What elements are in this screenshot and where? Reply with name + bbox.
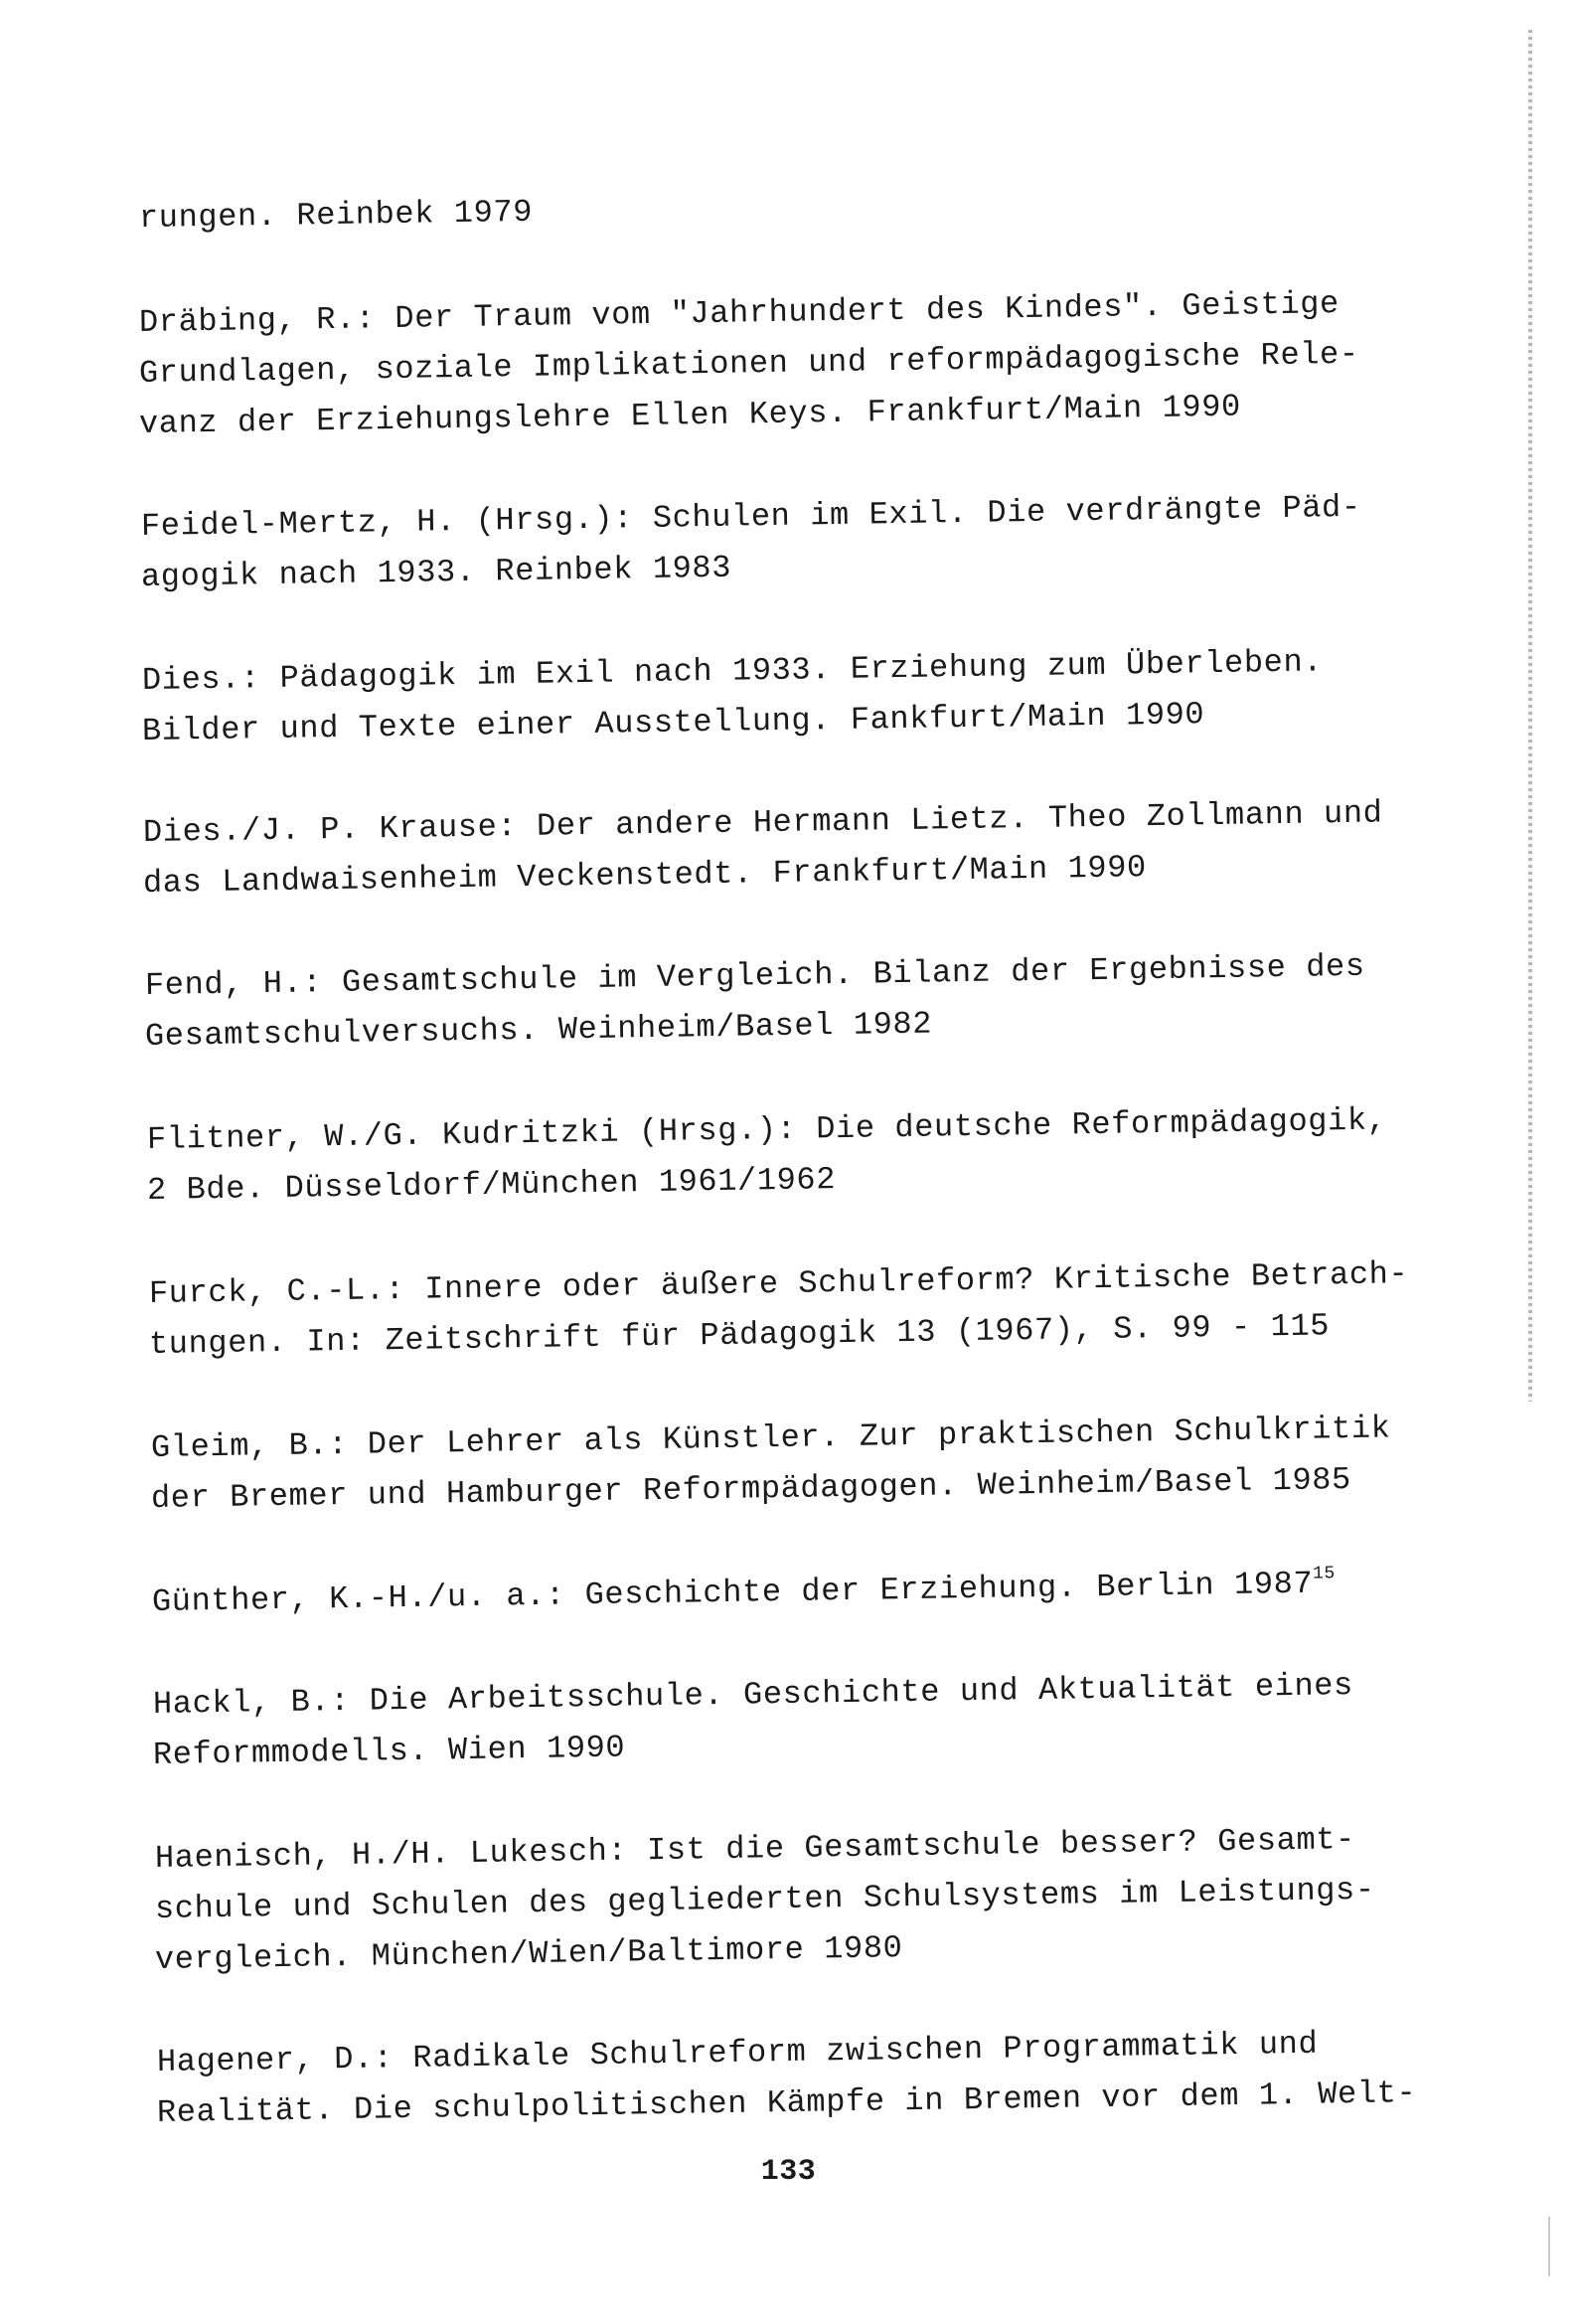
bibliography-line: Bilder und Texte einer Ausstellung. Fankfurt/Main 1990: [141, 696, 1205, 749]
edition-superscript: 15: [1312, 1564, 1337, 1584]
bibliography-line: vanz der Erziehungslehre Ellen Keys. Frankfurt/Main 1990: [138, 388, 1242, 442]
scan-edge-noise: [1528, 30, 1532, 1402]
bibliography-line: schule und Schulen des gegliederten Schulsystems im Leistungs-: [154, 1871, 1375, 1927]
scan-edge-noise-bottom: [1548, 2217, 1550, 2276]
bibliography-line: Haenisch, H./H. Lukesch: Ist die Gesamtschule besser? Gesamt-: [154, 1821, 1356, 1877]
bibliography-line: Dies.: Pädagogik im Exil nach 1933. Erziehung zum Überleben.: [141, 643, 1324, 699]
bibliography-line: Furck, C.-L.: Innere oder äußere Schulreform? Kritische Betrach-: [148, 1255, 1409, 1312]
page-number: 133: [760, 2155, 817, 2189]
bibliography-line: Flitner, W./G. Kudritzki (Hrsg.): Die deutsche Reformpädagogik,: [146, 1101, 1387, 1158]
bibliography-line: tungen. In: Zeitschrift für Pädagogik 13 (1967), S. 99 - 115: [148, 1307, 1331, 1363]
bibliography-line: Dies./J. P. Krause: Der andere Hermann Lietz. Theo Zollmann und: [142, 794, 1383, 851]
bibliography-line: Realität. Die schulpolitischen Kämpfe in Bremen vor dem 1. Welt-: [156, 2075, 1417, 2131]
bibliography-line: 2 Bde. Düsseldorf/München 1961/1962: [146, 1161, 837, 1209]
bibliography-line: Hagener, D.: Radikale Schulreform zwischen Programmatik und: [156, 2025, 1319, 2080]
bibliography-line: agogik nach 1933. Reinbek 1983: [140, 549, 732, 595]
bibliography-line: das Landwaisenheim Veckenstedt. Frankfurt/Main 1990: [142, 849, 1148, 902]
bibliography-line: Feidel-Mertz, H. (Hrsg.): Schulen im Exil. Die verdrängte Päd-: [140, 488, 1361, 545]
bibliography-text: Günther, K.-H./u. a.: Geschichte der Erziehung. Berlin 1987: [151, 1565, 1314, 1620]
bibliography-line: Grundlagen, soziale Implikationen und reformpädagogische Rele-: [138, 335, 1359, 392]
bibliography-line: Reformmodells. Wien 1990: [152, 1729, 626, 1773]
bibliography-line: Hackl, B.: Die Arbeitsschule. Geschichte und Aktualität eines: [152, 1667, 1354, 1723]
bibliography-line: [152, 1564, 1337, 1622]
bibliography-line: Fend, H.: Gesamtschule im Vergleich. Bilanz der Ergebnisse des: [144, 947, 1365, 1004]
bibliography-line: vergleich. München/Wien/Baltimore 1980: [154, 1929, 903, 1978]
bibliography-line: Gleim, B.: Der Lehrer als Künstler. Zur praktischen Schulkritik: [150, 1410, 1391, 1466]
bibliography-line: Dräbing, R.: Der Traum vom "Jahrhundert des Kindes". Geistige: [138, 285, 1340, 341]
bibliography-line: Gesamtschulversuchs. Weinheim/Basel 1982: [144, 1005, 933, 1055]
bibliography-line: rungen. Reinbek 1979: [138, 193, 534, 237]
bibliography-line: der Bremer und Hamburger Reformpädagogen. Weinheim/Basel 1985: [150, 1461, 1352, 1517]
